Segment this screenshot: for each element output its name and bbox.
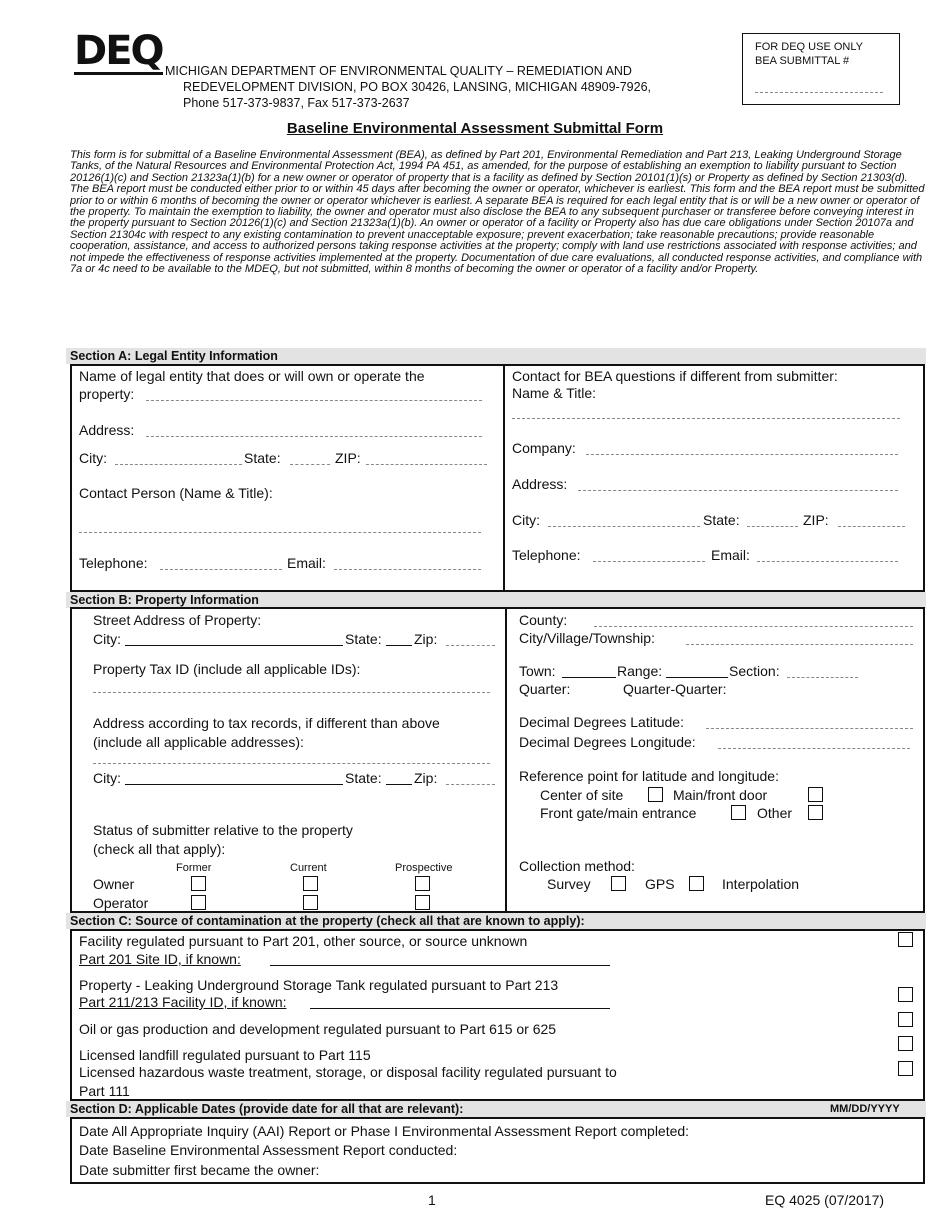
page-title: Baseline Environmental Assessment Submittal Form bbox=[286, 120, 664, 137]
section-d-header: Section D: Applicable Dates (provide date for all that are relevant): bbox=[66, 1101, 926, 1117]
label-gps: GPS bbox=[645, 876, 675, 892]
label-quarter: Quarter: bbox=[519, 681, 571, 697]
label-email: Email: bbox=[287, 555, 326, 571]
source-part-213: Property - Leaking Underground Storage Tank regulated pursuant to Part 213 bbox=[79, 977, 559, 993]
label-city-village: City/Village/Township: bbox=[519, 630, 655, 646]
label-street-address: Street Address of Property: bbox=[93, 612, 262, 628]
label-tax-address-note: (include all applicable addresses): bbox=[93, 734, 304, 750]
contact-telephone-field[interactable] bbox=[593, 561, 705, 562]
label-contact-person: Contact Person (Name & Title): bbox=[79, 485, 273, 501]
telephone-field[interactable] bbox=[160, 569, 282, 570]
col-prospective: Prospective bbox=[395, 862, 453, 874]
contact-zip-field[interactable] bbox=[838, 526, 905, 527]
survey-checkbox[interactable] bbox=[611, 876, 626, 891]
label-name-title: Name & Title: bbox=[512, 385, 597, 401]
label-contact-city: City: bbox=[512, 512, 540, 528]
label-contact-email: Email: bbox=[711, 547, 750, 563]
contact-state-field[interactable] bbox=[747, 526, 798, 527]
form-id: EQ 4025 (07/2017) bbox=[765, 1192, 885, 1208]
date-format-label: MM/DD/YYYY bbox=[830, 1103, 900, 1115]
label-tax-id: Property Tax ID (include all applicable IDs): bbox=[93, 661, 361, 677]
email-field[interactable] bbox=[334, 569, 481, 570]
label-property: property: bbox=[79, 386, 135, 402]
label-bea-date: Date Baseline Environmental Assessment Report conducted: bbox=[79, 1142, 458, 1158]
label-part-201-site-id: Part 201 Site ID, if known: bbox=[79, 951, 241, 967]
label-tax-address: Address according to tax records, if different than above bbox=[93, 715, 440, 731]
label-contact-state: State: bbox=[703, 512, 740, 528]
address-field[interactable] bbox=[146, 436, 482, 437]
other-checkbox[interactable] bbox=[808, 805, 823, 820]
tax-address-field[interactable] bbox=[93, 763, 490, 764]
label-collection-method: Collection method: bbox=[519, 858, 635, 874]
latitude-field[interactable] bbox=[706, 728, 913, 729]
entity-name-field[interactable] bbox=[146, 400, 482, 401]
label-state: State: bbox=[244, 450, 281, 466]
section-b-header: Section B: Property Information bbox=[66, 592, 926, 608]
section-a-box bbox=[70, 364, 925, 592]
label-interpolation: Interpolation bbox=[722, 876, 800, 892]
label-entity-name: Name of legal entity that does or will own or operate the bbox=[79, 368, 425, 384]
section-a-header: Section A: Legal Entity Information bbox=[66, 348, 926, 364]
label-operator: Operator bbox=[93, 895, 149, 911]
source-part-615-625: Oil or gas production and development regulated pursuant to Part 615 or 625 bbox=[79, 1021, 557, 1037]
label-town: Town: bbox=[519, 663, 556, 679]
source-part-111-cont: Part 111 bbox=[79, 1083, 130, 1099]
contact-person-field[interactable] bbox=[79, 532, 481, 533]
label-contact-zip: ZIP: bbox=[803, 512, 829, 528]
label-tax-city: City: bbox=[93, 770, 121, 786]
longitude-field[interactable] bbox=[718, 748, 910, 749]
part-213-checkbox[interactable] bbox=[898, 987, 913, 1002]
label-telephone: Telephone: bbox=[79, 555, 148, 571]
label-main-door: Main/front door bbox=[673, 787, 768, 803]
col-current: Current bbox=[290, 862, 327, 874]
source-part-201: Facility regulated pursuant to Part 201, other source, or source unknown bbox=[79, 933, 528, 949]
part-111-checkbox[interactable] bbox=[898, 1061, 913, 1076]
label-reference-point: Reference point for latitude and longitude: bbox=[519, 768, 779, 784]
org-line-2: REDEVELOPMENT DIVISION, PO BOX 30426, LANSING, MICHIGAN 48909-7926, bbox=[183, 80, 651, 94]
part-213-facility-id-field[interactable] bbox=[310, 1008, 610, 1009]
city-field[interactable] bbox=[115, 464, 242, 465]
page-number: 1 bbox=[428, 1192, 436, 1208]
submittal-number-field[interactable] bbox=[755, 92, 883, 93]
operator-prospective-checkbox[interactable] bbox=[415, 895, 430, 910]
label-county: County: bbox=[519, 612, 568, 628]
label-quarter-quarter: Quarter-Quarter: bbox=[623, 681, 727, 697]
label-section: Section: bbox=[729, 663, 780, 679]
operator-current-checkbox[interactable] bbox=[303, 895, 318, 910]
col-former: Former bbox=[176, 862, 212, 874]
source-part-115: Licensed landfill regulated pursuant to Part 115 bbox=[79, 1047, 371, 1063]
contact-city-field[interactable] bbox=[548, 526, 700, 527]
front-gate-checkbox[interactable] bbox=[731, 805, 746, 820]
use-box-line-2: BEA SUBMITTAL # bbox=[755, 55, 850, 67]
part-115-checkbox[interactable] bbox=[898, 1036, 913, 1051]
label-front-gate: Front gate/main entrance bbox=[540, 805, 697, 821]
source-part-111: Licensed hazardous waste treatment, storage, or disposal facility regulated pursuant to bbox=[79, 1064, 617, 1080]
label-address: Address: bbox=[79, 422, 135, 438]
section-b-divider bbox=[505, 607, 507, 913]
label-part-213-facility-id: Part 211/213 Facility ID, if known: bbox=[79, 994, 287, 1010]
label-bea-contact: Contact for BEA questions if different from submitter: bbox=[512, 368, 838, 384]
gps-checkbox[interactable] bbox=[689, 876, 704, 891]
label-tax-zip: Zip: bbox=[414, 770, 438, 786]
tax-zip-field[interactable] bbox=[446, 784, 495, 785]
part-615-625-checkbox[interactable] bbox=[898, 1012, 913, 1027]
range-field[interactable] bbox=[666, 677, 728, 678]
label-contact-telephone: Telephone: bbox=[512, 547, 581, 563]
part-201-site-id-field[interactable] bbox=[270, 965, 610, 966]
label-latitude: Decimal Degrees Latitude: bbox=[519, 714, 684, 730]
label-property-zip: Zip: bbox=[414, 631, 438, 647]
tax-city-field[interactable] bbox=[125, 784, 343, 785]
label-company: Company: bbox=[512, 440, 576, 456]
tax-state-field[interactable] bbox=[386, 784, 412, 785]
org-line-1: MICHIGAN DEPARTMENT OF ENVIRONMENTAL QUALITY – REMEDIATION AND bbox=[165, 64, 632, 78]
label-zip: ZIP: bbox=[335, 450, 361, 466]
county-field[interactable] bbox=[594, 626, 913, 627]
company-field[interactable] bbox=[586, 454, 898, 455]
tax-id-field[interactable] bbox=[93, 692, 490, 693]
property-state-field[interactable] bbox=[386, 645, 412, 646]
operator-former-checkbox[interactable] bbox=[191, 895, 206, 910]
label-owner: Owner bbox=[93, 876, 135, 892]
label-contact-address: Address: bbox=[512, 476, 568, 492]
contact-address-field[interactable] bbox=[578, 490, 898, 491]
label-owner-date: Date submitter first became the owner: bbox=[79, 1162, 320, 1178]
zip-field[interactable] bbox=[366, 464, 487, 465]
section-c-header: Section C: Source of contamination at the property (check all that are known to apply): bbox=[66, 913, 926, 929]
label-survey: Survey bbox=[547, 876, 591, 892]
town-field[interactable] bbox=[562, 677, 616, 678]
label-center-of-site: Center of site bbox=[540, 787, 624, 803]
owner-current-checkbox[interactable] bbox=[303, 876, 318, 891]
label-aai-date: Date All Appropriate Inquiry (AAI) Report or Phase I Environmental Assessment Report completed: bbox=[79, 1123, 690, 1139]
section-field[interactable] bbox=[787, 677, 858, 678]
part-201-checkbox[interactable] bbox=[898, 932, 913, 947]
label-range: Range: bbox=[617, 663, 663, 679]
city-village-field[interactable] bbox=[686, 644, 913, 645]
label-check-all: (check all that apply): bbox=[93, 841, 226, 857]
deq-use-box bbox=[742, 33, 900, 105]
label-longitude: Decimal Degrees Longitude: bbox=[519, 734, 696, 750]
label-property-city: City: bbox=[93, 631, 121, 647]
main-door-checkbox[interactable] bbox=[808, 787, 823, 802]
owner-prospective-checkbox[interactable] bbox=[415, 876, 430, 891]
property-zip-field[interactable] bbox=[446, 645, 495, 646]
intro-paragraph: This form is for submittal of a Baseline Environmental Assessment (BEA), as defined by Part 201, Environmental Remediation and Part 213, Leaking Underground Storage Tanks, of the Natural Resources and Environmental Protection Act, 1994 PA 451, as amended, for the purpose of establishing an exemption to liability pursuant to Section 20126(1)(c) and Section 21323a(1)(b) for a new owner or operator of property that is a facility as defined by Section 20101(1)(s) or Property as defined by Section 21303(d). The BEA report must be conducted either prior to or within 45 days after becoming the owner or operator, whichever is earliest. This form and the BEA report must be submitted prior to or within 6 months of becoming the owner or operator whichever is earliest. A separate BEA is required for each legal entity that is or will be a new owner or operator of the property. To maintain the exemption to liability, the owner and operator must also disclose the BEA to any subsequent purchaser or transferee before conveying interest in the property pursuant to Section 20126(1)(c) and Section 21323a(1)(b). An owner or operator of a facility or Property also has due care obligations under Section 20107a and Section 21304c with respect to any existing contamination to prevent unacceptable exposure; prevent exacerbation; take reasonable precautions; provide reasonable cooperation, assistance, and access to authorized persons taking response activities at the property; comply with land use restrictions associated with response activities; and not impede the effectiveness of response activities implemented at the property. Documentation of due care evaluations, all conducted response activities, and compliance with 7a or 4c need to be available to the MDEQ, but not submitted, within 8 months of becoming the owner or operator of a facility and/or Property. bbox=[70, 149, 925, 276]
label-city: City: bbox=[79, 450, 107, 466]
deq-logo: DEQ bbox=[74, 28, 163, 74]
owner-former-checkbox[interactable] bbox=[191, 876, 206, 891]
use-box-line-1: FOR DEQ USE ONLY bbox=[755, 41, 863, 53]
section-a-divider bbox=[503, 364, 505, 592]
label-status: Status of submitter relative to the property bbox=[93, 822, 353, 838]
contact-email-field[interactable] bbox=[757, 561, 898, 562]
label-other: Other bbox=[757, 805, 793, 821]
label-property-state: State: bbox=[345, 631, 382, 647]
property-city-field[interactable] bbox=[125, 645, 343, 646]
label-tax-state: State: bbox=[345, 770, 382, 786]
state-field[interactable] bbox=[290, 464, 330, 465]
bea-contact-name-field[interactable] bbox=[512, 418, 900, 419]
org-line-3: Phone 517-373-9837, Fax 517-373-2637 bbox=[183, 96, 410, 110]
center-of-site-checkbox[interactable] bbox=[648, 787, 663, 802]
